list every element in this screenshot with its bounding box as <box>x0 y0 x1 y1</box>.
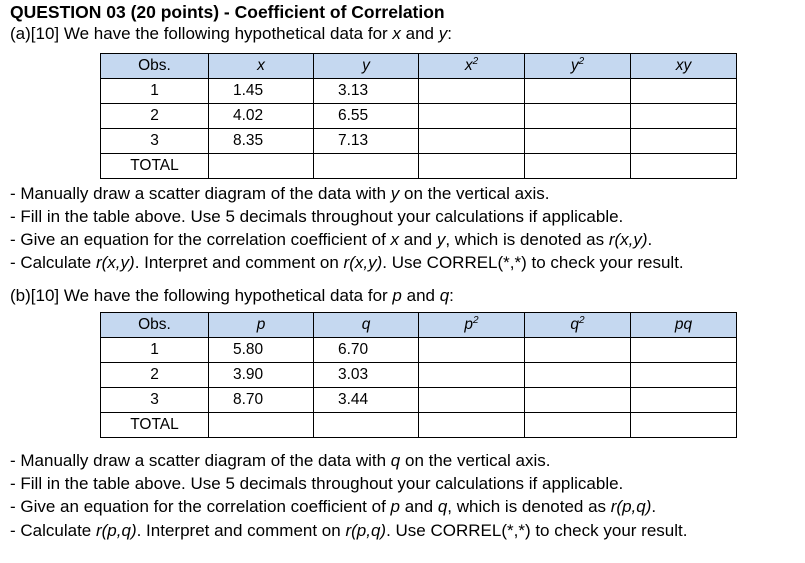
empty-cell <box>419 129 525 154</box>
empty-cell <box>525 388 631 413</box>
part-a-bullet-1: - Manually draw a scatter diagram of the data with y on the vertical axis. <box>10 184 550 203</box>
empty-cell <box>419 363 525 388</box>
table-row <box>101 363 737 388</box>
part-b-bullet-3: - Give an equation for the correlation coefficient of p and q, which is denoted as r(p,q). <box>10 497 657 516</box>
part-b-bullet-2: - Fill in the table above. Use 5 decimals throughout your calculations if applicable. <box>10 474 624 493</box>
q-cell: 3.03 <box>314 363 419 388</box>
table-total-row <box>101 154 737 179</box>
x-cell: 8.35 <box>209 129 314 154</box>
obs-cell: 2 <box>101 104 209 129</box>
part-b-table <box>100 312 737 438</box>
empty-cell <box>631 338 737 363</box>
col-header-xy: xy <box>631 54 737 79</box>
table-row <box>101 338 737 363</box>
col-header-pq: pq <box>631 313 737 338</box>
part-a-intro: (a)[10] We have the following hypothetical data for x and y: <box>10 24 452 43</box>
empty-cell <box>419 79 525 104</box>
empty-cell <box>631 388 737 413</box>
obs-cell: 3 <box>101 129 209 154</box>
empty-cell <box>525 338 631 363</box>
col-header-obs: Obs. <box>101 313 209 338</box>
part-a-bullet-2: - Fill in the table above. Use 5 decimals throughout your calculations if applicable. <box>10 207 624 226</box>
obs-cell: 2 <box>101 363 209 388</box>
empty-cell <box>631 413 737 438</box>
part-b-bullet-4: - Calculate r(p,q). Interpret and comment on r(p,q). Use CORREL(*,*) to check your result. <box>10 521 688 540</box>
empty-cell <box>525 79 631 104</box>
col-header-x-squared: $x^2$ <box>419 54 525 79</box>
empty-cell <box>209 154 314 179</box>
empty-cell <box>419 104 525 129</box>
question-title: QUESTION 03 (20 points) - Coefficient of Correlation <box>10 2 445 22</box>
col-header-y: y <box>314 54 419 79</box>
empty-cell <box>631 129 737 154</box>
total-label: TOTAL <box>101 154 209 179</box>
table-row <box>101 129 737 154</box>
empty-cell <box>314 154 419 179</box>
x-cell: 1.45 <box>209 79 314 104</box>
empty-cell <box>525 154 631 179</box>
empty-cell <box>419 154 525 179</box>
obs-cell: 3 <box>101 388 209 413</box>
col-header-y-squared: $y^2$ <box>525 54 631 79</box>
part-b-bullet-1: - Manually draw a scatter diagram of the data with q on the vertical axis. <box>10 451 551 470</box>
empty-cell <box>419 388 525 413</box>
empty-cell <box>525 413 631 438</box>
y-cell: 7.13 <box>314 129 419 154</box>
q-cell: 3.44 <box>314 388 419 413</box>
empty-cell <box>631 104 737 129</box>
obs-cell: 1 <box>101 79 209 104</box>
p-cell: 8.70 <box>209 388 314 413</box>
x-cell: 4.02 <box>209 104 314 129</box>
empty-cell <box>419 338 525 363</box>
y-cell: 3.13 <box>314 79 419 104</box>
empty-cell <box>631 154 737 179</box>
empty-cell <box>314 413 419 438</box>
empty-cell <box>419 413 525 438</box>
q-cell: 6.70 <box>314 338 419 363</box>
empty-cell <box>631 79 737 104</box>
table-header-row <box>101 54 737 79</box>
part-a-bullet-4: - Calculate r(x,y). Interpret and comment on r(x,y). Use CORREL(*,*) to check your result. <box>10 253 684 272</box>
table-row <box>101 79 737 104</box>
col-header-q-squared: $q^2$ <box>525 313 631 338</box>
table-row <box>101 104 737 129</box>
part-a-table <box>100 53 737 179</box>
part-b-intro: (b)[10] We have the following hypothetical data for p and q: <box>10 286 454 305</box>
col-header-obs: Obs. <box>101 54 209 79</box>
empty-cell <box>525 363 631 388</box>
y-cell: 6.55 <box>314 104 419 129</box>
col-header-p: p <box>209 313 314 338</box>
empty-cell <box>525 104 631 129</box>
empty-cell <box>525 129 631 154</box>
empty-cell <box>631 363 737 388</box>
p-cell: 3.90 <box>209 363 314 388</box>
table-total-row <box>101 413 737 438</box>
empty-cell <box>209 413 314 438</box>
obs-cell: 1 <box>101 338 209 363</box>
col-header-q: q <box>314 313 419 338</box>
p-cell: 5.80 <box>209 338 314 363</box>
table-row <box>101 388 737 413</box>
table-header-row <box>101 313 737 338</box>
part-a-bullet-3: - Give an equation for the correlation coefficient of x and y, which is denoted as r(x,y). <box>10 230 653 249</box>
col-header-p-squared: $p^2$ <box>419 313 525 338</box>
col-header-x: x <box>209 54 314 79</box>
total-label: TOTAL <box>101 413 209 438</box>
